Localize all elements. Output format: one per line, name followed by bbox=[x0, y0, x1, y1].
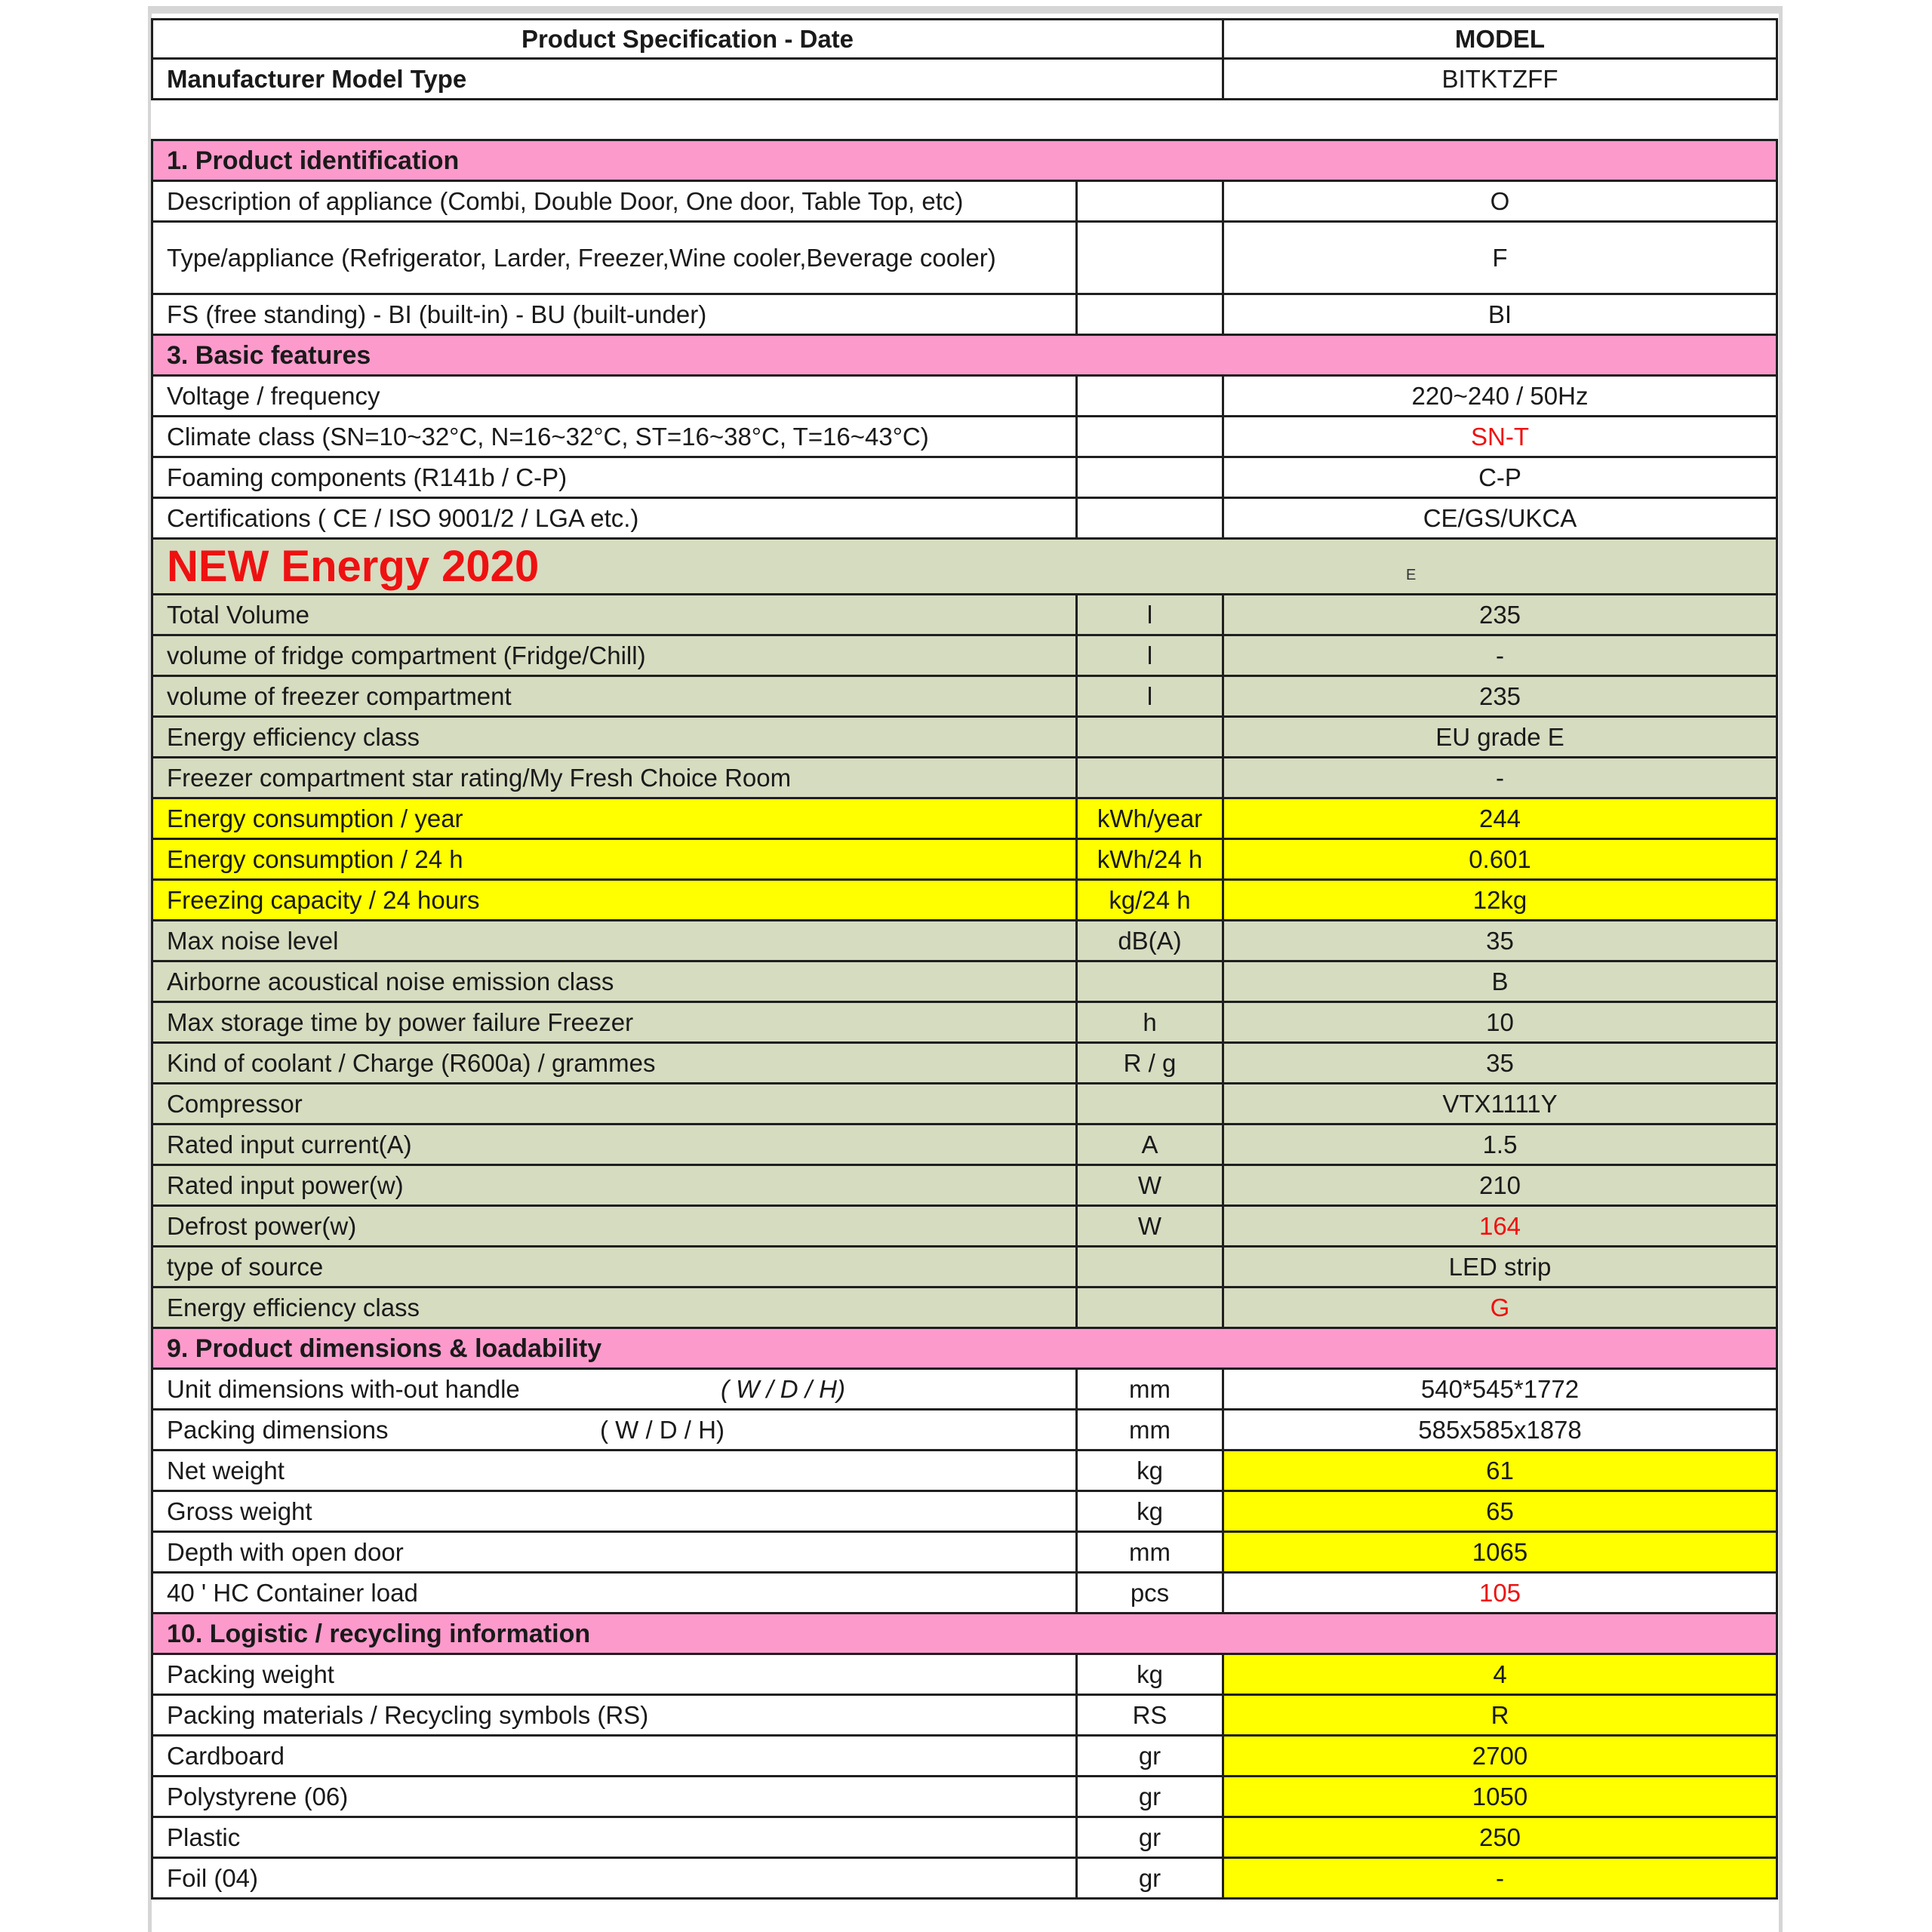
row-value: B bbox=[1222, 962, 1776, 1001]
row-description bbox=[153, 962, 1075, 1001]
row-value: 35 bbox=[1222, 1044, 1776, 1082]
row-description bbox=[153, 1696, 1075, 1734]
table-row bbox=[151, 1411, 1778, 1451]
energy-rows bbox=[151, 595, 1778, 1329]
row-unit: kg bbox=[1075, 1451, 1222, 1490]
table-row bbox=[151, 677, 1778, 718]
row-description bbox=[153, 458, 1075, 497]
table-row bbox=[151, 377, 1778, 417]
row-description bbox=[153, 840, 1075, 878]
row-unit: A bbox=[1075, 1125, 1222, 1164]
row-description-text: Packing materials / Recycling symbols (RS) bbox=[167, 1700, 649, 1729]
table-row bbox=[151, 1003, 1778, 1044]
row-description-text: Kind of coolant / Charge (R600a) / grammes bbox=[167, 1048, 656, 1077]
table-row bbox=[151, 1370, 1778, 1411]
row-description bbox=[153, 1125, 1075, 1164]
section-dimensions bbox=[151, 1329, 1778, 1370]
row-value: EU grade E bbox=[1222, 718, 1776, 756]
row-value: 585x585x1878 bbox=[1222, 1411, 1776, 1449]
spacer-row bbox=[151, 100, 1778, 141]
energy-banner-mark: E bbox=[1406, 567, 1417, 583]
row-description-text: Gross weight bbox=[167, 1497, 312, 1525]
row-description bbox=[153, 295, 1075, 334]
row-description bbox=[153, 1166, 1075, 1204]
row-description-text: Plastic bbox=[167, 1823, 241, 1851]
section-basic-features bbox=[151, 336, 1778, 377]
row-description-text: Total Volume bbox=[167, 600, 309, 629]
table-row bbox=[151, 1166, 1778, 1207]
row-unit: l bbox=[1075, 636, 1222, 675]
table-row bbox=[151, 718, 1778, 758]
row-value: 540*545*1772 bbox=[1222, 1370, 1776, 1408]
row-unit bbox=[1075, 1084, 1222, 1123]
row-description bbox=[153, 499, 1075, 537]
row-description-text: volume of freezer compartment bbox=[167, 681, 512, 710]
table-row bbox=[151, 1451, 1778, 1492]
row-description bbox=[153, 1492, 1075, 1531]
row-unit: gr bbox=[1075, 1777, 1222, 1816]
row-unit bbox=[1075, 718, 1222, 756]
row-unit: kg bbox=[1075, 1492, 1222, 1531]
row-description bbox=[153, 1207, 1075, 1245]
header-row bbox=[151, 18, 1778, 60]
row-description-text: Energy consumption / 24 h bbox=[167, 844, 463, 873]
row-description bbox=[153, 718, 1075, 756]
row-value: VTX1111Y bbox=[1222, 1084, 1776, 1123]
row-description-text: Rated input power(w) bbox=[167, 1171, 404, 1199]
row-unit bbox=[1075, 458, 1222, 497]
row-value: 0.601 bbox=[1222, 840, 1776, 878]
row-value: 235 bbox=[1222, 595, 1776, 634]
row-description bbox=[153, 1084, 1075, 1123]
row-description bbox=[153, 417, 1075, 456]
row-unit bbox=[1075, 1288, 1222, 1327]
row-description bbox=[153, 677, 1075, 715]
row-value: LED strip bbox=[1222, 1247, 1776, 1286]
row-description bbox=[153, 1533, 1075, 1571]
table-row bbox=[151, 595, 1778, 636]
row-value: 1.5 bbox=[1222, 1125, 1776, 1164]
row-value: 244 bbox=[1222, 799, 1776, 838]
section-title: 3. Basic features bbox=[167, 340, 371, 370]
row-description-text: Voltage / frequency bbox=[167, 381, 380, 410]
row-unit: RS bbox=[1075, 1696, 1222, 1734]
row-unit bbox=[1075, 417, 1222, 456]
table-row bbox=[151, 1084, 1778, 1125]
row-value: BI bbox=[1222, 295, 1776, 334]
table-row bbox=[151, 1859, 1778, 1900]
row-value: SN-T bbox=[1222, 417, 1776, 456]
row-unit: R / g bbox=[1075, 1044, 1222, 1082]
row-description-text: Depth with open door bbox=[167, 1537, 404, 1566]
row-description bbox=[153, 1451, 1075, 1490]
table-row bbox=[151, 1737, 1778, 1777]
row-unit: h bbox=[1075, 1003, 1222, 1041]
row-value: 10 bbox=[1222, 1003, 1776, 1041]
table-row bbox=[151, 1696, 1778, 1737]
table-row bbox=[151, 1818, 1778, 1859]
row-description bbox=[153, 1818, 1075, 1857]
row-value: C-P bbox=[1222, 458, 1776, 497]
row-unit: l bbox=[1075, 595, 1222, 634]
row-value: 250 bbox=[1222, 1818, 1776, 1857]
row-description-text: Freezing capacity / 24 hours bbox=[167, 885, 480, 914]
section-product-identification bbox=[151, 141, 1778, 182]
row-unit: kg/24 h bbox=[1075, 881, 1222, 919]
table-row bbox=[151, 1044, 1778, 1084]
row-unit bbox=[1075, 1247, 1222, 1286]
row-value: 1050 bbox=[1222, 1777, 1776, 1816]
row-description-text: Defrost power(w) bbox=[167, 1211, 357, 1240]
row-description-text: Energy consumption / year bbox=[167, 804, 463, 832]
table-row bbox=[151, 458, 1778, 499]
row-value: 61 bbox=[1222, 1451, 1776, 1490]
row-description-extra: ( W / D / H) bbox=[600, 1415, 724, 1444]
row-unit: mm bbox=[1075, 1533, 1222, 1571]
product-spec-table bbox=[151, 18, 1778, 1900]
row-value: 210 bbox=[1222, 1166, 1776, 1204]
row-description-text: Type/appliance (Refrigerator, Larder, Freezer,Wine cooler,Beverage cooler) bbox=[167, 243, 996, 272]
row-description-text: Compressor bbox=[167, 1089, 303, 1118]
table-row bbox=[151, 921, 1778, 962]
row-description-text: Max noise level bbox=[167, 926, 339, 955]
dimension-rows bbox=[151, 1370, 1778, 1614]
row-description-text: Airborne acoustical noise emission class bbox=[167, 967, 614, 995]
row-description-text: Unit dimensions with-out handle bbox=[167, 1374, 520, 1403]
row-description bbox=[153, 182, 1075, 220]
section-logistic bbox=[151, 1614, 1778, 1655]
row-description-text: Polystyrene (06) bbox=[167, 1782, 349, 1810]
row-description bbox=[153, 1003, 1075, 1041]
row-description bbox=[153, 1411, 1075, 1449]
row-description bbox=[153, 758, 1075, 797]
row-value: F bbox=[1222, 223, 1776, 293]
table-row bbox=[151, 1207, 1778, 1247]
row-description-text: volume of fridge compartment (Fridge/Chill) bbox=[167, 641, 646, 669]
row-description bbox=[153, 921, 1075, 960]
row-description-text: type of source bbox=[167, 1252, 324, 1281]
table-row bbox=[151, 840, 1778, 881]
identification-rows bbox=[151, 182, 1778, 336]
row-unit: l bbox=[1075, 677, 1222, 715]
row-description-text: Foil (04) bbox=[167, 1863, 259, 1892]
row-unit: mm bbox=[1075, 1411, 1222, 1449]
row-unit bbox=[1075, 223, 1222, 293]
row-description bbox=[153, 1737, 1075, 1775]
table-row bbox=[151, 1492, 1778, 1533]
row-value: 65 bbox=[1222, 1492, 1776, 1531]
row-description bbox=[153, 1859, 1075, 1897]
row-description bbox=[153, 223, 1075, 293]
table-row bbox=[151, 1125, 1778, 1166]
row-value: R bbox=[1222, 1696, 1776, 1734]
row-unit: W bbox=[1075, 1207, 1222, 1245]
energy-banner-title: NEW Energy 2020 bbox=[167, 541, 540, 591]
logistic-rows bbox=[151, 1655, 1778, 1900]
row-description bbox=[153, 595, 1075, 634]
row-unit bbox=[1075, 182, 1222, 220]
row-description-text: Foaming components (R141b / C-P) bbox=[167, 463, 568, 491]
section-title: 9. Product dimensions & loadability bbox=[167, 1334, 602, 1363]
row-description bbox=[153, 377, 1075, 415]
header-title: Product Specification - Date bbox=[521, 24, 854, 53]
table-row bbox=[151, 636, 1778, 677]
row-value: 35 bbox=[1222, 921, 1776, 960]
model-type-row bbox=[151, 60, 1778, 100]
header-model: MODEL bbox=[1222, 20, 1776, 57]
row-value: 220~240 / 50Hz bbox=[1222, 377, 1776, 415]
row-value: 235 bbox=[1222, 677, 1776, 715]
basic-feature-rows bbox=[151, 377, 1778, 540]
row-value: 1065 bbox=[1222, 1533, 1776, 1571]
table-row bbox=[151, 1247, 1778, 1288]
row-description bbox=[153, 1370, 1075, 1408]
row-value: G bbox=[1222, 1288, 1776, 1327]
table-row bbox=[151, 1533, 1778, 1574]
row-description-text: Packing weight bbox=[167, 1660, 334, 1688]
table-row bbox=[151, 962, 1778, 1003]
table-row bbox=[151, 182, 1778, 223]
row-description-text: Climate class (SN=10~32°C, N=16~32°C, ST=16~38°C, T=16~43°C) bbox=[167, 422, 929, 451]
table-row bbox=[151, 1777, 1778, 1818]
row-description-text: Certifications ( CE / ISO 9001/2 / LGA etc.) bbox=[167, 503, 639, 532]
row-value: CE/GS/UKCA bbox=[1222, 499, 1776, 537]
table-row bbox=[151, 499, 1778, 540]
row-description-extra: ( W / D / H) bbox=[721, 1374, 845, 1403]
row-unit bbox=[1075, 758, 1222, 797]
table-row bbox=[151, 417, 1778, 458]
section-title: 10. Logistic / recycling information bbox=[167, 1619, 591, 1648]
row-value: - bbox=[1222, 758, 1776, 797]
row-unit: gr bbox=[1075, 1859, 1222, 1897]
row-value: 4 bbox=[1222, 1655, 1776, 1694]
row-description bbox=[153, 1777, 1075, 1816]
row-unit bbox=[1075, 499, 1222, 537]
energy-banner bbox=[151, 540, 1778, 595]
row-description-text: Rated input current(A) bbox=[167, 1130, 412, 1158]
row-unit bbox=[1075, 295, 1222, 334]
row-description bbox=[153, 1247, 1075, 1286]
row-value: 105 bbox=[1222, 1574, 1776, 1612]
row-description-text: Cardboard bbox=[167, 1741, 285, 1770]
row-description-text: Energy efficiency class bbox=[167, 1293, 420, 1321]
table-row bbox=[151, 758, 1778, 799]
row-unit: kWh/24 h bbox=[1075, 840, 1222, 878]
row-unit: W bbox=[1075, 1166, 1222, 1204]
table-row bbox=[151, 1288, 1778, 1329]
table-row bbox=[151, 223, 1778, 295]
row-value: - bbox=[1222, 636, 1776, 675]
row-description-text: Net weight bbox=[167, 1456, 285, 1484]
row-description bbox=[153, 1044, 1075, 1082]
table-row bbox=[151, 1574, 1778, 1614]
table-row bbox=[151, 295, 1778, 336]
row-description-text: 40 ' HC Container load bbox=[167, 1578, 418, 1607]
row-value: 164 bbox=[1222, 1207, 1776, 1245]
row-description bbox=[153, 1574, 1075, 1612]
row-unit: dB(A) bbox=[1075, 921, 1222, 960]
row-value: - bbox=[1222, 1859, 1776, 1897]
row-description-text: Packing dimensions bbox=[167, 1415, 389, 1444]
row-value: 12kg bbox=[1222, 881, 1776, 919]
table-row bbox=[151, 799, 1778, 840]
row-unit: kg bbox=[1075, 1655, 1222, 1694]
row-unit bbox=[1075, 962, 1222, 1001]
row-description bbox=[153, 881, 1075, 919]
section-title: 1. Product identification bbox=[167, 146, 460, 175]
row-unit: gr bbox=[1075, 1737, 1222, 1775]
row-description bbox=[153, 799, 1075, 838]
row-unit: mm bbox=[1075, 1370, 1222, 1408]
row-description bbox=[153, 636, 1075, 675]
row-description-text: Energy efficiency class bbox=[167, 722, 420, 751]
row-unit: kWh/year bbox=[1075, 799, 1222, 838]
row-value: O bbox=[1222, 182, 1776, 220]
row-value: 2700 bbox=[1222, 1737, 1776, 1775]
row-unit: pcs bbox=[1075, 1574, 1222, 1612]
row-description-text: Max storage time by power failure Freezer bbox=[167, 1008, 634, 1036]
table-row bbox=[151, 1655, 1778, 1696]
row-description-text: Freezer compartment star rating/My Fresh Choice Room bbox=[167, 763, 792, 792]
row-unit: gr bbox=[1075, 1818, 1222, 1857]
row-description-text: Description of appliance (Combi, Double Door, One door, Table Top, etc) bbox=[167, 186, 964, 215]
row-unit bbox=[1075, 377, 1222, 415]
row-description bbox=[153, 1655, 1075, 1694]
row-description bbox=[153, 1288, 1075, 1327]
row-description-text: FS (free standing) - BI (built-in) - BU (built-under) bbox=[167, 300, 707, 328]
model-type-value: BITKTZFF bbox=[1222, 60, 1776, 98]
model-type-label: Manufacturer Model Type bbox=[167, 64, 467, 93]
table-row bbox=[151, 881, 1778, 921]
